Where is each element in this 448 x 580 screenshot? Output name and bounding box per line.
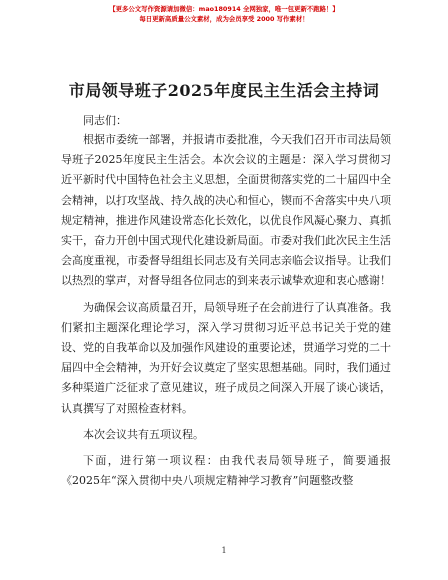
promo-banner — [0, 4, 448, 24]
page-number: 1 — [221, 546, 227, 555]
promo-line-2: 每日更新高质量公文素材，成为会员享受 2000 写作素材！ — [139, 15, 309, 23]
paragraph-4: 下面，进行第一项议程：由我代表局领导班子，简要通报《2025年“深入贯彻中央八项规定精神学习教育”问题整改整 — [61, 454, 391, 488]
promo-line-1: 【更多公文写作资源请加微信：mao180914 全网独家，唯一包更新不跑路！】 — [109, 5, 339, 13]
salutation: 同志们： — [83, 114, 127, 127]
document-body — [61, 130, 391, 491]
paragraph-3: 本次会议共有五项议程。 — [83, 427, 204, 441]
document-title: 市局领导班子2025年度民主生活会主持词 — [68, 81, 380, 100]
paragraph-1: 根据市委统一部署，并报请市委批准，今天我们召开市司法局领导班子2025年度民主生活会。本次会议的主题是：深入学习贯彻习近平新时代中国特色社会主义思想，全面贯彻落实党的二十届四中全会精神，以打攻坚战、持久战的决心和恒心，锲而不舍落实中央八项规定精神，推进作风建设常态化长效化，以优良作风凝心聚力、真抓实干，奋力开创中国式现代化建设新局面。市委对我们此次民主生活会高度重视，市委督导组组长同志及有关同志亲临会议指导。让我们以热烈的掌声，对督导组各位同志的到来表示诚挚欢迎和衷心感谢！ — [61, 133, 391, 288]
paragraph-2: 为确保会议高质量召开，局领导班子在会前进行了认真准备。我们紧扣主题深化理论学习，深入学习贯彻习近平总书记关于党的建设、党的自我革命以及加强作风建设的重要论述，贯通学习党的二十届四中全会精神，为开好会议奠定了坚实思想基础。同时，我们通过多种渠道广泛征求了意见建议，班子成员之间深入开展了谈心谈话，认真撰写了对照检查材料。 — [61, 300, 391, 415]
